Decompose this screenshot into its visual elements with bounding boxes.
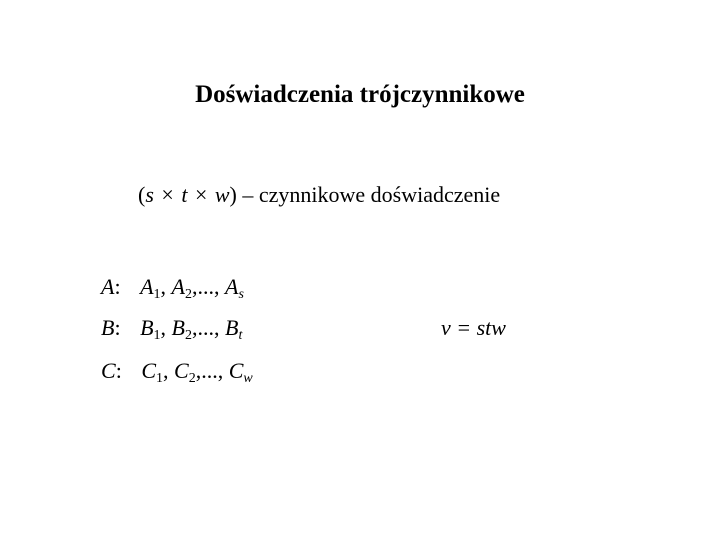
level-sub-1: 1 bbox=[153, 287, 161, 302]
colon: : bbox=[114, 315, 121, 340]
experiment-notation bbox=[138, 180, 500, 210]
level-symbol: A bbox=[140, 274, 154, 299]
level-sub-2: 2 bbox=[184, 328, 192, 343]
slide-title: Doświadczenia trójczynnikowe bbox=[195, 81, 525, 108]
level-symbol: C bbox=[228, 358, 244, 383]
level-symbol: A bbox=[224, 274, 239, 299]
factor-row-c bbox=[101, 356, 253, 386]
colon: : bbox=[115, 358, 122, 383]
factor-row-a bbox=[101, 272, 244, 302]
level-sub-last: t bbox=[238, 328, 243, 343]
level-sub-2: 2 bbox=[184, 287, 192, 302]
colon: : bbox=[114, 274, 121, 299]
separator: , bbox=[163, 358, 169, 383]
separator: , bbox=[160, 274, 167, 299]
close-paren: ) bbox=[229, 182, 237, 207]
ellipsis: ,..., bbox=[191, 315, 225, 340]
open-paren: ( bbox=[138, 182, 146, 207]
level-symbol: A bbox=[171, 274, 185, 299]
formula-v-equals-stw: v = stw bbox=[441, 315, 506, 340]
experiment-description: czynnikowe doświadczenie bbox=[258, 182, 501, 207]
level-symbol: C bbox=[174, 358, 189, 383]
level-sub-1: 1 bbox=[153, 328, 161, 343]
factor-count-t: t bbox=[181, 182, 188, 207]
level-sub-1: 1 bbox=[156, 371, 163, 386]
level-symbol: C bbox=[141, 358, 156, 383]
times-sign-1: × bbox=[161, 182, 174, 207]
level-symbol: B bbox=[224, 315, 239, 340]
level-symbol: B bbox=[140, 315, 154, 340]
dash: – bbox=[242, 182, 254, 207]
factor-letter: B bbox=[101, 315, 115, 340]
level-sub-last: s bbox=[238, 287, 244, 302]
factor-row-b bbox=[101, 313, 242, 343]
level-sub-last: w bbox=[243, 371, 253, 386]
factor-count-w: w bbox=[214, 182, 230, 207]
ellipsis: ,..., bbox=[195, 358, 229, 383]
level-symbol: B bbox=[171, 315, 185, 340]
factor-letter: A bbox=[101, 274, 115, 299]
separator: , bbox=[160, 315, 167, 340]
factor-letter: C bbox=[101, 358, 116, 383]
ellipsis: ,..., bbox=[191, 274, 225, 299]
times-sign-2: × bbox=[194, 182, 208, 207]
factor-count-s: s bbox=[145, 182, 154, 207]
level-sub-2: 2 bbox=[188, 371, 196, 386]
